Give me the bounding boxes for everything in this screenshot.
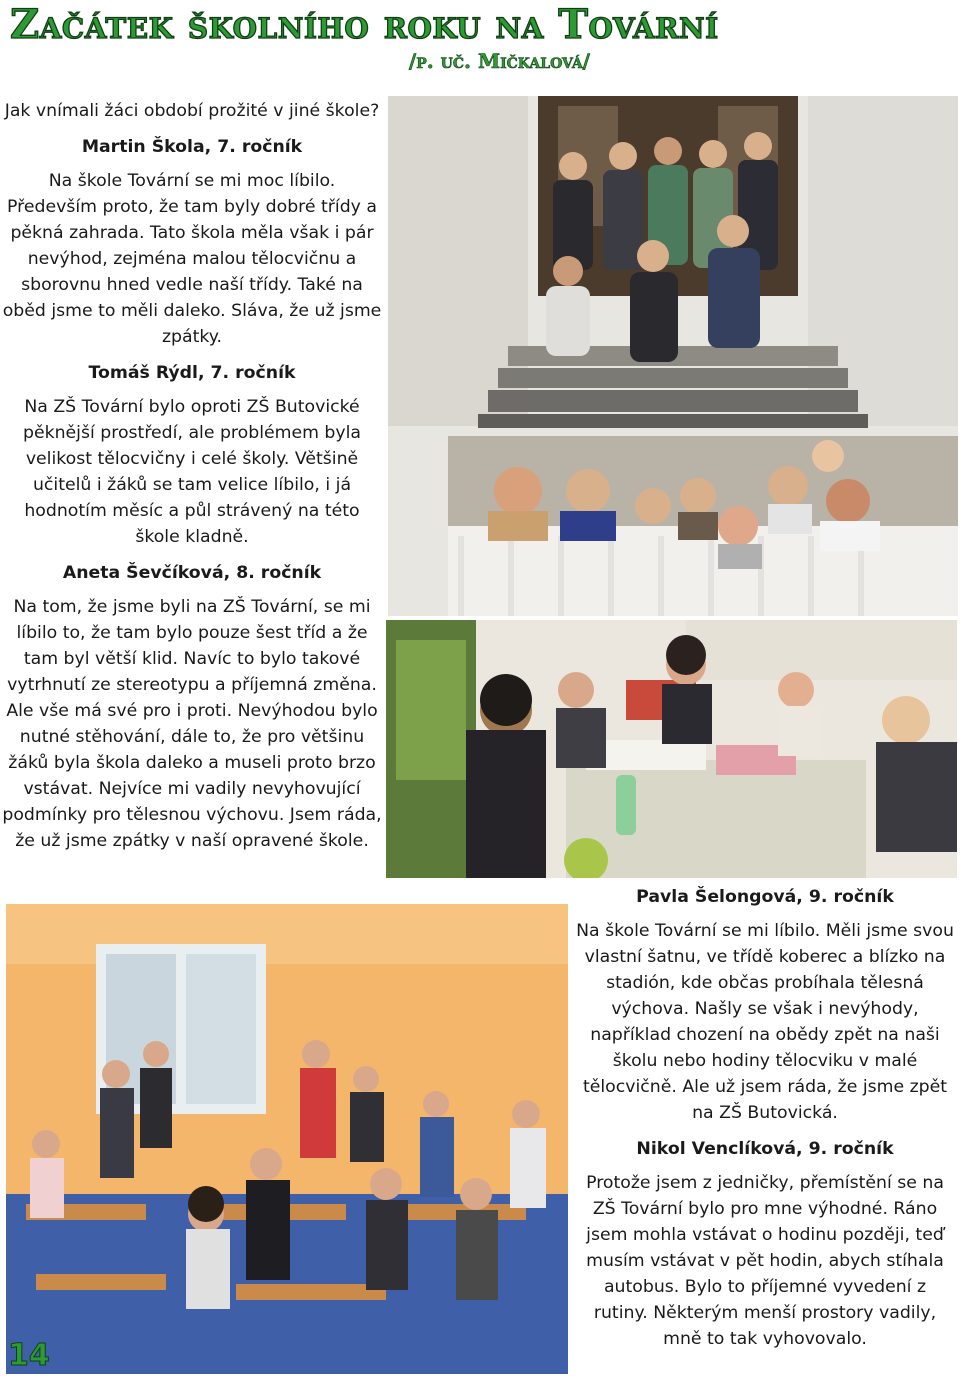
student-statement: Protože jsem z jedničky, přemístění se na ZŠ Tovární bylo pro mne výhodné. Ráno jsem mohla vstávat o hodinu později, teď musím vstávat v pět hodin, abych stíhala autobus. Bylo to příjemné vyvedení z rutiny. Některým menší prostory vadily, mně to tak vyhovovalo. <box>586 1173 944 1349</box>
student-name: Pavla Šelongová, 9. ročník <box>636 887 894 907</box>
student-statement: Na tom, že jsme byli na ZŠ Tovární, se mi líbilo to, že tam bylo pouze šest tříd a že tam byl větší klid. Navíc to bylo takové vytrhnutí ze stereotypu a příjemná změna. Ale vše má své pro i proti. Nevýhodou bylo nutné stěhování, dále to, že pro většinu žáků byla škola daleko a museli proto brzo vstávat. Nejvíce mi vadily nevyhovující podmínky pro tělesnou výchovu. Jsem ráda, že už jsme zpátky v naší opravené škole. <box>2 597 382 851</box>
class-photo <box>6 904 568 1374</box>
page-number: 14 <box>8 1338 50 1373</box>
meeting-photo <box>386 620 957 878</box>
student-statement: Na škole Tovární se mi moc líbilo. Především proto, že tam byly dobré třídy a pěkná zahrada. Tato škola měla však i pár nevýhod, zejména malou tělocvičnu a sborovnu hned vedle naší třídy. Také na oběd jsme to měli daleko. Sláva, že už jsme zpátky. <box>2 171 382 347</box>
student-statement: Na škole Tovární se mi líbilo. Měli jsme svou vlastní šatnu, ve třídě koberec a blízko na stadión, kde občas probíhala tělesná výchova. Našly se však i nevýhody, například chození na obědy zpět na naši školu nebo hodiny tělocviku v malé tělocvičně. Ale už jsem ráda, že jsme zpět na ZŠ Butovická. <box>576 921 954 1123</box>
article-author: /p. uč. Mičkalová/ <box>408 49 590 73</box>
teachers-group-photo <box>388 96 958 616</box>
student-statement: Na ZŠ Tovární bylo oproti ZŠ Butovické pěknější prostředí, ale problémem byla velikost tělocvičny i celé školy. Většině učitelů i žáků se tam velice líbilo, i já hodnotím měsíc a půl strávený na této škole kladně. <box>22 397 362 547</box>
right-text-column <box>576 884 954 1362</box>
left-text-column <box>2 98 382 864</box>
student-name: Tomáš Rýdl, 7. ročník <box>88 363 296 383</box>
article-title: Začátek školního roku na Tovární <box>10 1 719 48</box>
intro-question: Jak vnímali žáci období prožité v jiné škole? <box>4 101 380 121</box>
student-name: Martin Škola, 7. ročník <box>81 137 303 157</box>
student-name: Nikol Venclíková, 9. ročník <box>636 1139 894 1159</box>
student-name: Aneta Ševčíková, 8. ročník <box>62 563 322 583</box>
